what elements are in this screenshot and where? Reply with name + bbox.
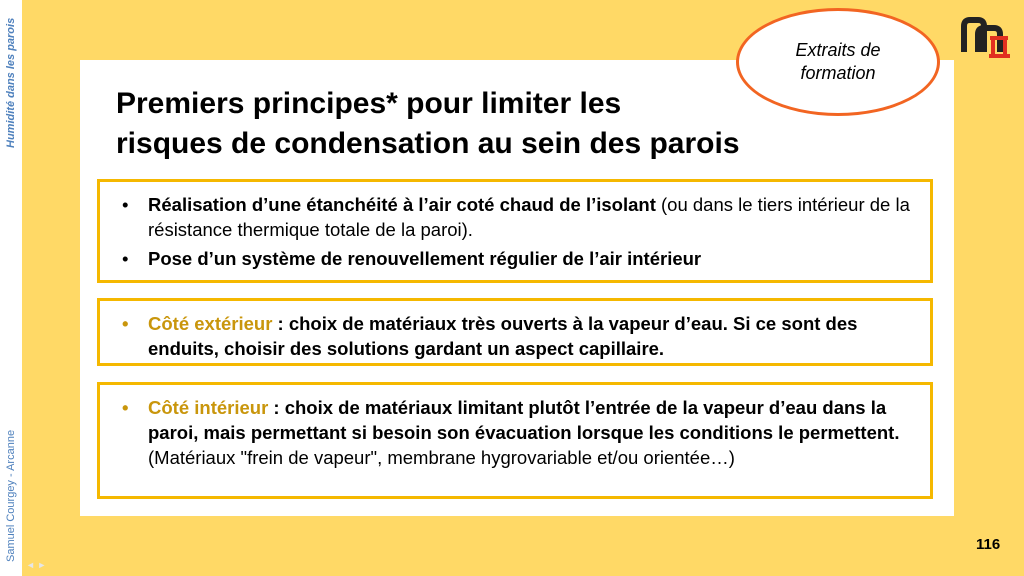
title-line-2: risques de condensation au sein des parois <box>116 127 740 160</box>
badge-line-2: formation <box>800 63 876 83</box>
list-item <box>122 395 910 470</box>
list-item <box>122 192 910 242</box>
principle-box-exterior <box>97 298 933 366</box>
principle-box-interior <box>97 382 933 499</box>
airtightness-text: Réalisation d’une étanchéité à l’air coté chaud de l’isolant <box>148 194 656 215</box>
ventilation-text: Pose d’un système de renouvellement régulier de l’air intérieur <box>148 248 702 269</box>
training-excerpt-badge <box>736 8 940 116</box>
slide-nav-arrows[interactable]: ◄ ► <box>26 560 47 570</box>
sidebar-title: Humidité dans les parois <box>5 17 17 148</box>
interior-text: : choix de matériaux limitant plutôt l’entrée de la vapeur d’eau dans la paroi, mais permettant si besoin son évacuation lorsque les conditions le permettent. <box>148 397 900 443</box>
exterior-label: Côté extérieur <box>148 313 273 334</box>
airtightness-note: (ou dans le tiers intérieur de la résistance thermique totale de la paroi). <box>148 194 910 240</box>
list-item <box>122 311 910 361</box>
interior-label: Côté intérieur <box>148 397 269 418</box>
title-line-1: Premiers principes* pour limiter les <box>116 87 622 120</box>
exterior-text: : choix de matériaux très ouverts à la vapeur d’eau. Si ce sont des enduits, choisir des solutions gardant un aspect capillaire. <box>148 313 858 359</box>
bullet-icon: • <box>122 397 129 418</box>
bullet-icon: • <box>122 248 129 269</box>
sidebar-author: Samuel Courgey - Arcanne <box>5 429 17 562</box>
bullet-icon: • <box>122 313 129 334</box>
interior-note: (Matériaux "frein de vapeur", membrane hygrovariable et/ou orientée…) <box>148 447 735 468</box>
page-number: 116 <box>976 536 1001 553</box>
arcanne-logo-icon <box>960 12 1014 62</box>
badge-line-1: Extraits de <box>795 40 881 60</box>
bullet-icon: • <box>122 194 129 215</box>
principle-box-general <box>97 179 933 283</box>
list-item <box>122 246 910 271</box>
